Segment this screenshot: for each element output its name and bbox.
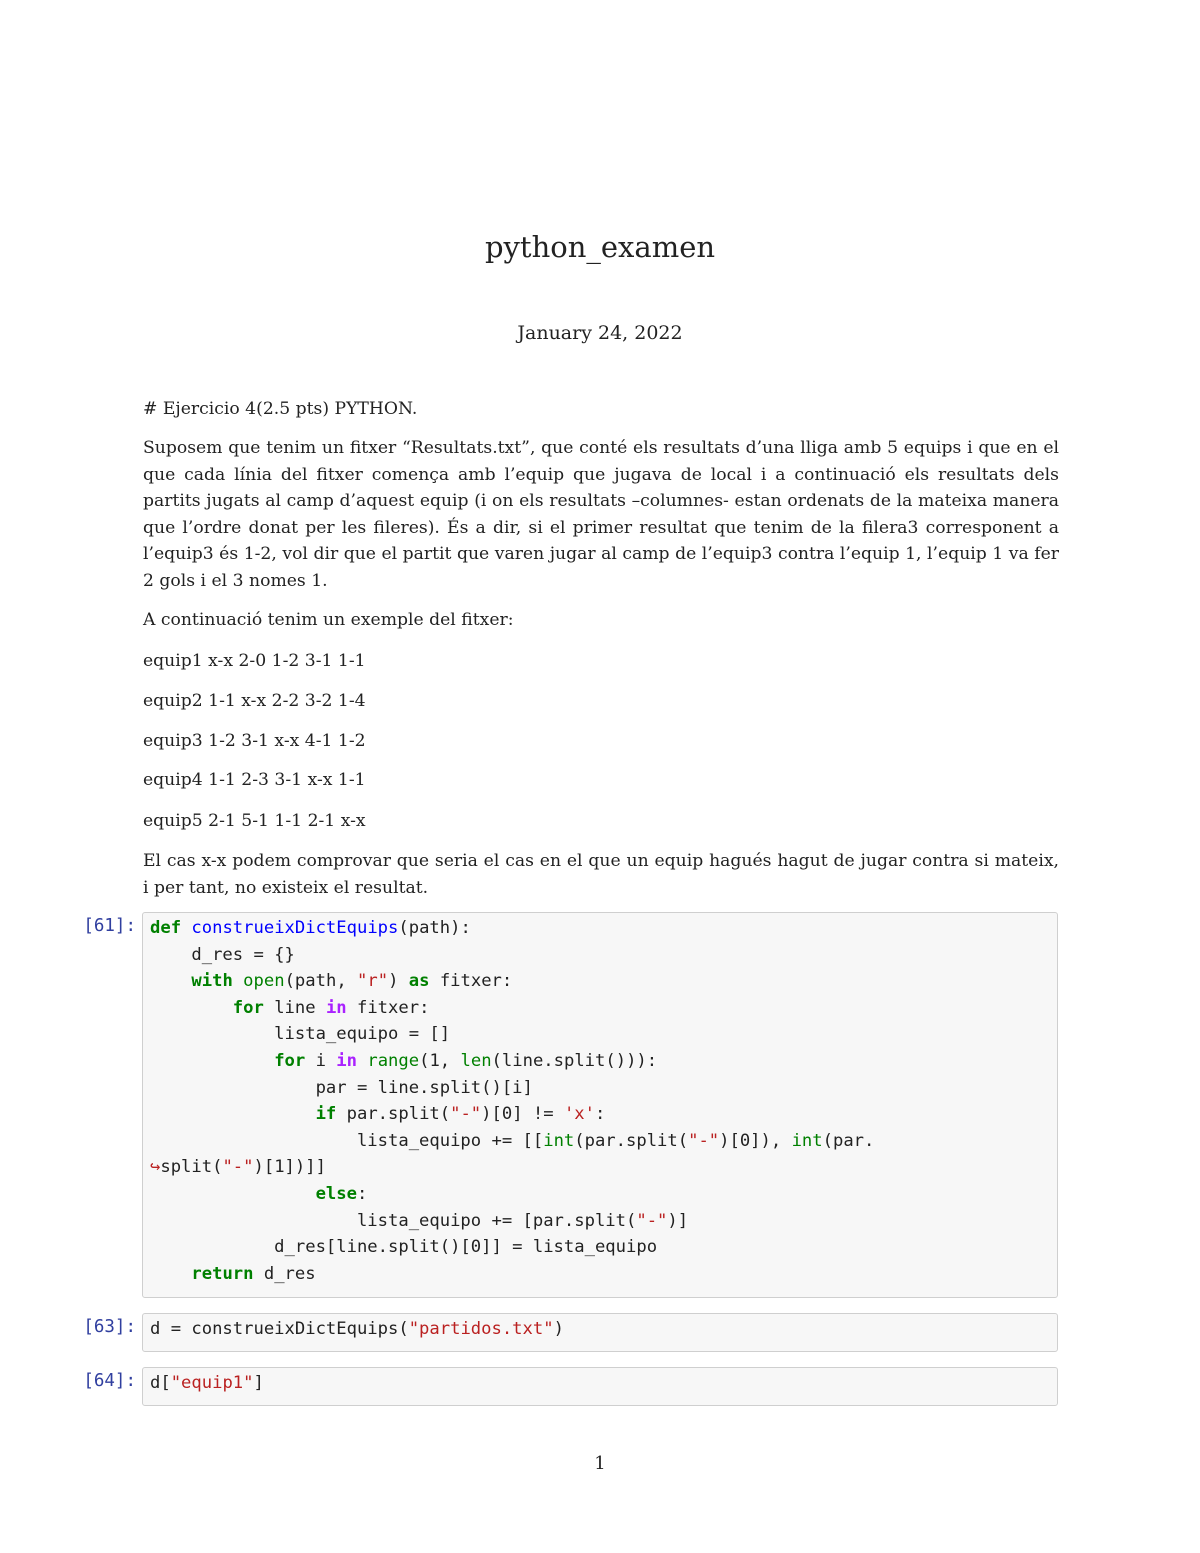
code-token: "-" [688,1130,720,1151]
code-token: len [460,1050,492,1071]
note-paragraph: El cas x-x podem comprovar que seria el cas en el que un equip hagués hagut de jugar contra si mateix, i per tant, no existeix el resultat. [143,851,1059,898]
code-token: "-" [450,1104,482,1125]
example-line: equip1 x-x 2-0 1-2 3-1 1-1 [143,651,366,671]
code-token: else [315,1183,357,1204]
code-token [233,971,243,991]
code-token [150,971,191,991]
code-token: (path): [398,918,471,938]
code-line [150,1208,874,1235]
code-block [150,915,874,1287]
code-token: d_res [253,1263,316,1284]
code-token [357,1051,367,1071]
code-token: )[1])]] [253,1157,326,1178]
code-line [150,1234,874,1261]
code-line [150,1261,874,1288]
code-token: "-" [222,1157,254,1178]
document-date: January 24, 2022 [517,322,683,344]
cell-prompt: [64]: [83,1371,136,1391]
code-token: for [232,997,264,1018]
code-token: d[ [150,1373,171,1393]
example-line: equip4 1-1 2-3 3-1 x-x 1-1 [143,770,366,790]
code-token: in [325,997,347,1018]
code-token: )] [667,1210,689,1231]
code-line [150,1370,264,1397]
code-token: fitxer: [346,997,430,1018]
example-line: equip3 1-2 3-1 x-x 4-1 1-2 [143,731,366,751]
code-token: (path, [284,971,358,992]
code-token: (line.split())): [491,1050,658,1071]
code-token: with [191,971,233,992]
code-block [150,1316,564,1343]
code-token: par.split( [336,1104,451,1125]
code-token: (1, [419,1050,461,1071]
code-token: def [150,918,182,938]
code-token: ] [253,1373,264,1393]
code-line [150,1075,874,1102]
code-token: "r" [357,971,389,992]
code-token [150,1051,274,1071]
cell-prompt: [61]: [83,916,136,936]
cell-prompt: [63]: [83,1317,136,1337]
example-intro-paragraph: A continuació tenim un exemple del fitxer: [143,610,514,630]
code-token: return [191,1263,254,1284]
example-line: equip2 1-1 x-x 2-2 3-2 1-4 [143,691,366,711]
code-token: (par. [822,1130,875,1151]
code-token: construeixDictEquips [191,918,399,938]
code-token: : [356,1183,368,1204]
code-token: for [274,1050,306,1071]
code-token: "partidos.txt" [408,1319,554,1339]
code-token: int [791,1130,823,1151]
code-token: i [305,1050,337,1071]
document-title: python_examen [484,230,716,264]
code-token: (par.split( [574,1130,689,1151]
code-line [150,942,874,969]
code-line [150,968,874,995]
code-token: open [243,971,285,992]
code-line [150,915,874,942]
code-token: "equip1" [170,1373,254,1393]
code-line [150,1101,874,1128]
code-token: par = line.split()[i] [150,1077,533,1098]
code-line [150,1048,874,1075]
code-token: 'x' [563,1104,595,1125]
code-token [150,1104,316,1124]
code-line [150,1128,874,1155]
code-token: d = construeixDictEquips( [150,1319,409,1339]
code-line [150,995,874,1022]
intro-paragraph: Suposem que tenim un fitxer “Resultats.txt”, que conté els resultats d’una lliga amb 5 equips i que en el que cada línia del fitxer comença amb l’equip que jugava de local i a continuació els resultats dels partits jugats al camp d’aquest equip (i on els resultats –columnes- estan ordenats de la mateixa manera que l’ordre donat per les fileres). És a dir, si el primer resultat que tenim de la filera3 corresponent a l’equip3 és 1-2, vol dir que el partit que varen jugar al camp de l’equip3 contra l’equip 1, l’equip 1 va fer 2 gols i el 3 nomes 1. [143,438,1059,591]
code-token [181,918,191,938]
code-token: lista_equipo += [par.split( [150,1210,637,1231]
code-cell[interactable] [142,1367,1058,1406]
code-token: d_res[line.split()[0]] = lista_equipo [150,1237,658,1258]
code-token: lista_equipo = [] [150,1024,451,1045]
code-token: "-" [636,1210,668,1231]
code-token [150,1264,191,1284]
code-token: )[0]), [719,1130,792,1151]
code-block [150,1370,264,1397]
exercise-heading: # Ejercicio 4(2.5 pts) PYTHON. [143,399,418,419]
code-token: if [315,1104,337,1125]
code-token: : [595,1104,606,1125]
code-line [150,1021,874,1048]
code-token: ↪ [150,1157,161,1178]
code-token: ) [388,971,409,992]
code-line [150,1316,564,1343]
code-token [150,998,233,1018]
code-token: in [336,1050,357,1071]
page-number: 1 [594,1453,606,1474]
code-token: line [263,997,326,1018]
code-token: split( [160,1157,223,1178]
code-token: )[0] != [481,1104,564,1125]
code-token: int [543,1130,575,1151]
code-line [150,1154,874,1181]
code-token: lista_equipo += [[ [150,1130,544,1151]
example-line: equip5 2-1 5-1 1-1 2-1 x-x [143,811,366,831]
code-token: ) [553,1319,564,1339]
code-token: d_res = {} [150,944,295,965]
code-token [150,1184,316,1204]
code-token: fitxer: [429,971,513,992]
code-token: range [367,1050,420,1071]
code-line [150,1181,874,1208]
code-token: as [408,971,430,992]
